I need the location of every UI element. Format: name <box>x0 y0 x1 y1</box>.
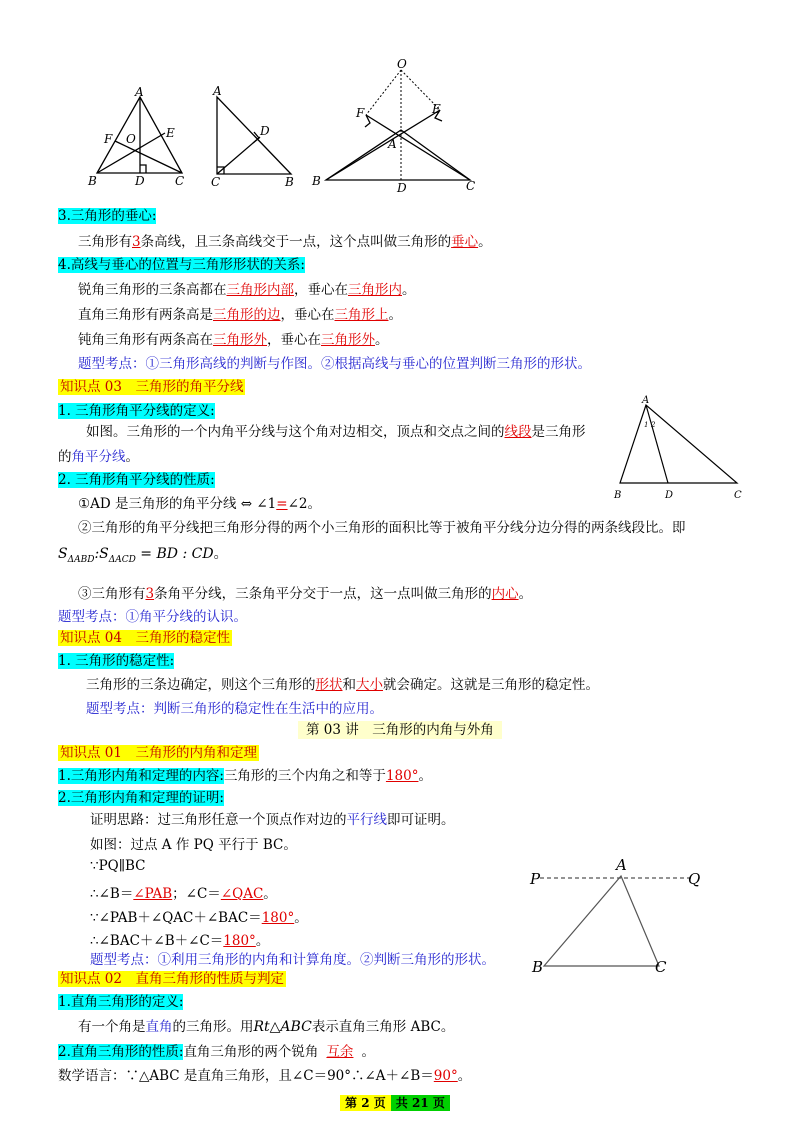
text: ∴∠B＝ <box>90 886 134 902</box>
kp04-heading-text: 1. 三角形的稳定性: <box>58 653 175 669</box>
exam-note-bisector: 题型考点：①角平分线的认识。 <box>58 609 247 625</box>
kp04-title-text: 知识点 04 三角形的稳定性 <box>60 630 230 646</box>
text: 第 <box>345 1096 358 1110</box>
text: 直角三角形的两个锐角 <box>183 1044 319 1060</box>
text: S <box>58 546 68 562</box>
answer-equal: = <box>276 496 288 512</box>
fig5-label-q: Q <box>688 870 701 888</box>
proof-figure-line: 如图：过点 A 作 PQ 平行于 BC。 <box>90 837 297 853</box>
footer-page <box>340 1095 391 1111</box>
lesson-title-text: 第 03 讲 三角形的内角与外角 <box>298 721 502 739</box>
answer: 三角形外 <box>213 332 267 348</box>
text: 数学语言：∵△ABC 是直角三角形，且∠C＝90°∴∠A＋∠B＝ <box>58 1068 434 1084</box>
exam-note-stability: 题型考点：判断三角形的稳定性在生活中的应用。 <box>86 701 383 717</box>
text: ∠2。 <box>287 496 321 512</box>
figure-angle-bisector <box>605 393 755 505</box>
fig5-label-a: A <box>616 858 627 874</box>
text: ΔACD <box>108 554 136 565</box>
text: 。 <box>294 910 308 926</box>
text: 证明思路：过三角形任意一个顶点作对边的 <box>90 812 347 828</box>
fig1-label-b: B <box>88 174 97 188</box>
fig3-label-e: E <box>432 102 441 116</box>
fig4-label-c: C <box>734 490 742 501</box>
fig4-label-1: 1 <box>644 421 649 429</box>
footer-total <box>391 1095 450 1111</box>
fig1-label-d: D <box>135 174 145 188</box>
answer-orthocenter: 垂心 <box>451 234 479 250</box>
answer-count: 3 <box>145 586 155 602</box>
kp02-title-text: 知识点 02 直角三角形的性质与判定 <box>60 971 284 987</box>
answer-90: 90° <box>433 1068 458 1084</box>
proof-step2 <box>90 882 277 902</box>
text: 三角形的三条边确定，则这个三角形的 <box>86 677 316 693</box>
proof-idea <box>90 808 455 828</box>
text: 共 <box>395 1096 408 1110</box>
text: 锐角三角形的三条高都在 <box>78 282 227 298</box>
kp03-def-heading <box>58 399 215 419</box>
kp03-def-line1 <box>86 420 586 440</box>
text: = BD : CD <box>135 546 214 562</box>
area-ratio-formula <box>58 543 228 565</box>
text: ΔABD <box>67 554 95 565</box>
kp02-h1-text: 1.直角三角形的定义: <box>58 994 184 1010</box>
text: 。 <box>518 586 533 602</box>
kp03-def-line2 <box>58 445 139 465</box>
text: 直角三角形有两条高是 <box>78 307 213 323</box>
proof-step1: ∵PQ∥BC <box>90 858 146 874</box>
fig1-label-o: O <box>126 132 136 146</box>
text: 。 <box>213 546 228 562</box>
answer-complementary: 互余 <box>326 1044 354 1060</box>
text: 条高线，且三条高线交于一点，这个点叫做三角形的 <box>140 234 452 250</box>
text: 。 <box>418 768 432 784</box>
kp03-prop-heading-text: 2. 三角形角平分线的性质: <box>58 472 215 488</box>
text: 三角形的三个内角之和等于 <box>223 768 386 784</box>
figure-acute-triangle-altitudes <box>85 85 195 190</box>
right-triangle-def <box>78 1015 454 1035</box>
fig3-label-c: C <box>466 179 476 193</box>
text: 页 <box>432 1096 445 1110</box>
fig4-label-a: A <box>642 395 650 406</box>
text: 。 <box>388 307 402 323</box>
fig4-label-d: D <box>665 490 674 501</box>
answer-180: 180° <box>385 768 419 784</box>
answer: ∠PAB <box>133 886 173 902</box>
exam-note-angle-sum: 题型考点：①利用三角形的内角和计算角度。②判断三角形的形状。 <box>90 952 495 968</box>
kp03-def-heading-text: 1. 三角形角平分线的定义: <box>58 403 215 419</box>
answer-segment: 线段 <box>504 424 532 440</box>
kp03-prop1 <box>78 492 321 512</box>
text: ①AD 是三角形的角平分线 ⇔ ∠1 <box>78 496 277 512</box>
term-angle-bisector: 角平分线 <box>71 449 126 465</box>
kp03-prop2: ②三角形的角平分线把三角形分得的两个小三角形的面积比等于被角平分线分边分得的两条线段比。即 <box>78 520 686 536</box>
text: 。 <box>255 933 270 949</box>
text: ，垂心在 <box>280 307 335 323</box>
heading-altitude-shape-text: 4.高线与垂心的位置与三角形形状的关系: <box>58 257 305 273</box>
symbol-rt-abc: Rt△ABC <box>253 1019 312 1035</box>
text: ∵∠PAB＋∠QAC＋∠BAC＝ <box>90 910 262 926</box>
answer: 三角形外 <box>321 332 375 348</box>
text: ③三角形有 <box>78 586 146 602</box>
text: 有一个角是 <box>78 1019 146 1035</box>
text: 条角平分线，三条角平分交于一点，这一点叫做三角形的 <box>154 586 492 602</box>
heading-orthocenter-text: 3.三角形的垂心: <box>58 208 157 224</box>
kp03-prop-heading <box>58 468 215 488</box>
fig2-label-a: A <box>213 84 222 98</box>
text: 。 <box>263 886 277 902</box>
text: ，垂心在 <box>294 282 348 298</box>
answer: 三角形内部 <box>226 282 294 298</box>
text: 1.三角形内角和定理的内容: <box>58 768 224 784</box>
text: 的 <box>58 449 72 465</box>
fig2-label-d: D <box>260 124 270 138</box>
figure-obtuse-triangle-altitudes <box>308 55 488 195</box>
text: 钝角三角形有两条高在 <box>78 332 213 348</box>
fig4-label-b: B <box>614 490 622 501</box>
fig1-label-c: C <box>175 174 185 188</box>
fig1-label-e: E <box>166 126 175 140</box>
acute-line <box>78 278 416 298</box>
fig5-label-p: P <box>530 870 541 888</box>
lesson-title <box>298 718 502 738</box>
text: 的三角形。用 <box>172 1019 254 1035</box>
fig2-label-b: B <box>285 175 294 189</box>
text: 。 <box>478 234 492 250</box>
heading-altitude-shape <box>58 253 305 273</box>
kp03-prop3 <box>78 582 532 602</box>
math-language-line <box>58 1064 471 1084</box>
text: 就会确定。这就是三角形的稳定性。 <box>383 677 599 693</box>
answer-count: 3 <box>132 234 141 250</box>
fig1-label-a: A <box>135 85 144 99</box>
text: 三角形有 <box>78 234 132 250</box>
answer: 三角形内 <box>348 282 402 298</box>
term-parallel: 平行线 <box>346 812 387 828</box>
text: 。 <box>457 1068 472 1084</box>
kp01-h1 <box>58 764 432 784</box>
fig5-label-c: C <box>655 958 667 976</box>
text: 是三角形 <box>531 424 586 440</box>
fig5-label-b: B <box>532 958 544 976</box>
text: 。 <box>402 282 416 298</box>
text: 。 <box>361 1044 375 1060</box>
answer-shape: 形状 <box>315 677 343 693</box>
text: ；∠C＝ <box>172 886 221 902</box>
answer: ∠QAC <box>220 886 264 902</box>
fig3-label-b: B <box>312 174 321 188</box>
fig3-label-o: O <box>397 57 407 71</box>
kp02-h1 <box>58 990 183 1010</box>
text: ，垂心在 <box>267 332 321 348</box>
kp04-title <box>58 626 232 646</box>
text: 即可证明。 <box>387 812 455 828</box>
figure-right-triangle-altitudes <box>205 82 300 192</box>
answer-size: 大小 <box>356 677 383 693</box>
fig2-label-c: C <box>211 175 221 189</box>
exam-note-altitude: 题型考点：①三角形高线的判断与作图。②根据高线与垂心的位置判断三角形的形状。 <box>78 356 591 372</box>
obtuse-line <box>78 328 389 348</box>
page-number: 2 <box>361 1096 370 1110</box>
fig4-label-2: 2 <box>651 421 656 429</box>
text: 页 <box>373 1096 386 1110</box>
fig1-label-f: F <box>104 132 113 146</box>
fig3-label-f: F <box>356 106 365 120</box>
text: 和 <box>342 677 356 693</box>
kp02-h2 <box>58 1040 375 1060</box>
text: 表示直角三角形 ABC。 <box>311 1019 455 1035</box>
answer-incenter: 内心 <box>491 586 519 602</box>
total-pages: 21 <box>411 1096 429 1110</box>
right-line <box>78 303 402 323</box>
text: S <box>99 546 109 562</box>
text: : <box>94 546 100 562</box>
kp02-title <box>58 967 286 987</box>
text: 。 <box>125 449 139 465</box>
proof-step3 <box>90 906 308 926</box>
fig3-label-d: D <box>397 181 407 195</box>
text: 2.直角三角形的性质: <box>58 1044 184 1060</box>
figure-parallel-proof <box>522 858 727 978</box>
text: ∴∠BAC＋∠B＋∠C＝ <box>90 933 224 949</box>
answer: 180° <box>261 910 295 926</box>
answer: 三角形上 <box>334 307 389 323</box>
answer: 180° <box>223 933 256 949</box>
answer: 三角形的边 <box>213 307 281 323</box>
term-right-angle: 直角 <box>145 1019 173 1035</box>
kp01-h2-text: 2.三角形内角和定理的证明: <box>58 790 224 806</box>
kp03-title-text: 知识点 03 三角形的角平分线 <box>60 379 244 395</box>
orthocenter-line <box>78 230 492 250</box>
kp01-h2 <box>58 786 224 806</box>
kp01-title-text: 知识点 01 三角形的内角和定理 <box>60 745 257 761</box>
heading-orthocenter <box>58 204 156 224</box>
kp04-heading <box>58 649 174 669</box>
proof-step4 <box>90 929 269 949</box>
kp01-title <box>58 741 259 761</box>
fig3-label-a: A <box>388 137 397 151</box>
page-footer <box>340 1094 450 1111</box>
text: 。 <box>375 332 389 348</box>
text: 如图。三角形的一个内角平分线与这个角对边相交，顶点和交点之间的 <box>86 424 505 440</box>
kp03-title <box>58 375 245 395</box>
stability-line <box>86 673 599 693</box>
